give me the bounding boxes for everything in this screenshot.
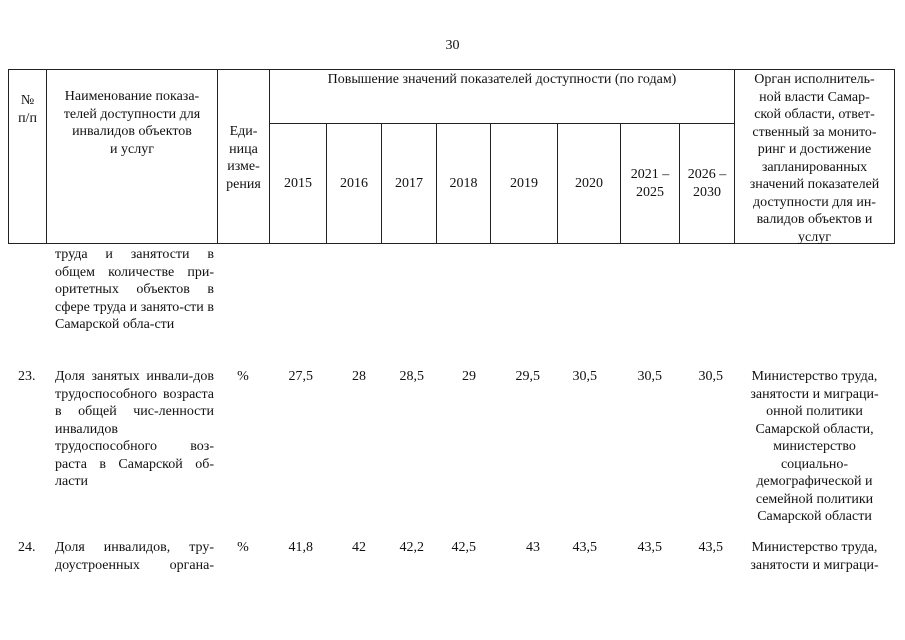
row-23-value: 29,5 <box>515 369 540 384</box>
row-23-value: 27,5 <box>288 369 313 384</box>
row-24-unit: % <box>237 540 249 555</box>
row-23-value: 30,5 <box>698 369 723 384</box>
header-num: № п/п <box>18 93 37 126</box>
row-23-value: 30,5 <box>637 369 662 384</box>
header-year: 2026 – 2030 <box>687 167 727 200</box>
header-unit: Еди- ница изме- рения <box>226 124 261 192</box>
row-24-num: 24. <box>18 540 36 555</box>
row-24-value: 43,5 <box>572 540 597 555</box>
row-24-value: 43,5 <box>637 540 662 555</box>
row-23-value: 28 <box>352 369 366 384</box>
row-24-value: 41,8 <box>288 540 313 555</box>
row-24-value: 43 <box>526 540 540 555</box>
header-year: 2021 – 2025 <box>630 167 670 200</box>
header-year: 2016 <box>340 175 368 191</box>
header-organ: Орган исполнитель- ной власти Самар- ской области, ответ- ственный за монито- ринг и достижение запланированных значений показателей доступности для ин- валидов объектов и услуг <box>749 72 880 245</box>
header-name: Наименование показа- телей доступности для инвалидов объектов и услуг <box>63 89 201 157</box>
header-year: 2017 <box>395 175 423 191</box>
row-24-value: 42,5 <box>451 540 476 555</box>
page-number: 30 <box>445 38 460 53</box>
row-23-value: 29 <box>462 369 476 384</box>
row-24-organ: Министерство труда, занятости и миграци- <box>750 540 879 573</box>
row-23-num: 23. <box>18 369 36 384</box>
row-23-value: 30,5 <box>572 369 597 384</box>
row-24-name: Доля инвалидов, тру-доустроенных органа- <box>55 540 214 573</box>
header-year: 2015 <box>284 175 312 191</box>
row-23-organ: Министерство труда, занятости и миграци- онной политики Самарской области, министерство социально- демографической и семейной политики Самарской области <box>750 369 879 524</box>
col-border <box>894 69 895 244</box>
header-years-group: Повышение значений показателей доступности (по годам) <box>327 72 677 87</box>
header-year: 2018 <box>449 175 478 191</box>
row-23-value: 28,5 <box>399 369 424 384</box>
row-24-value: 42,2 <box>399 540 424 555</box>
row-23-name: Доля занятых инвали-дов трудоспособного возраста в общей чис-ленности инвалидов трудоспособного воз-раста в Самарской об-ласти <box>55 369 214 489</box>
header-year: 2020 <box>575 175 603 191</box>
row-24-value: 43,5 <box>698 540 723 555</box>
header-year: 2019 <box>510 175 538 191</box>
table-top-border <box>8 69 895 70</box>
row-24-value: 42 <box>352 540 366 555</box>
continuation-text: труда и занятости в общем количестве при-оритетных объектов в сфере труда и занято-сти в Самарской обла-сти <box>55 247 214 332</box>
row-23-unit: % <box>237 369 249 384</box>
